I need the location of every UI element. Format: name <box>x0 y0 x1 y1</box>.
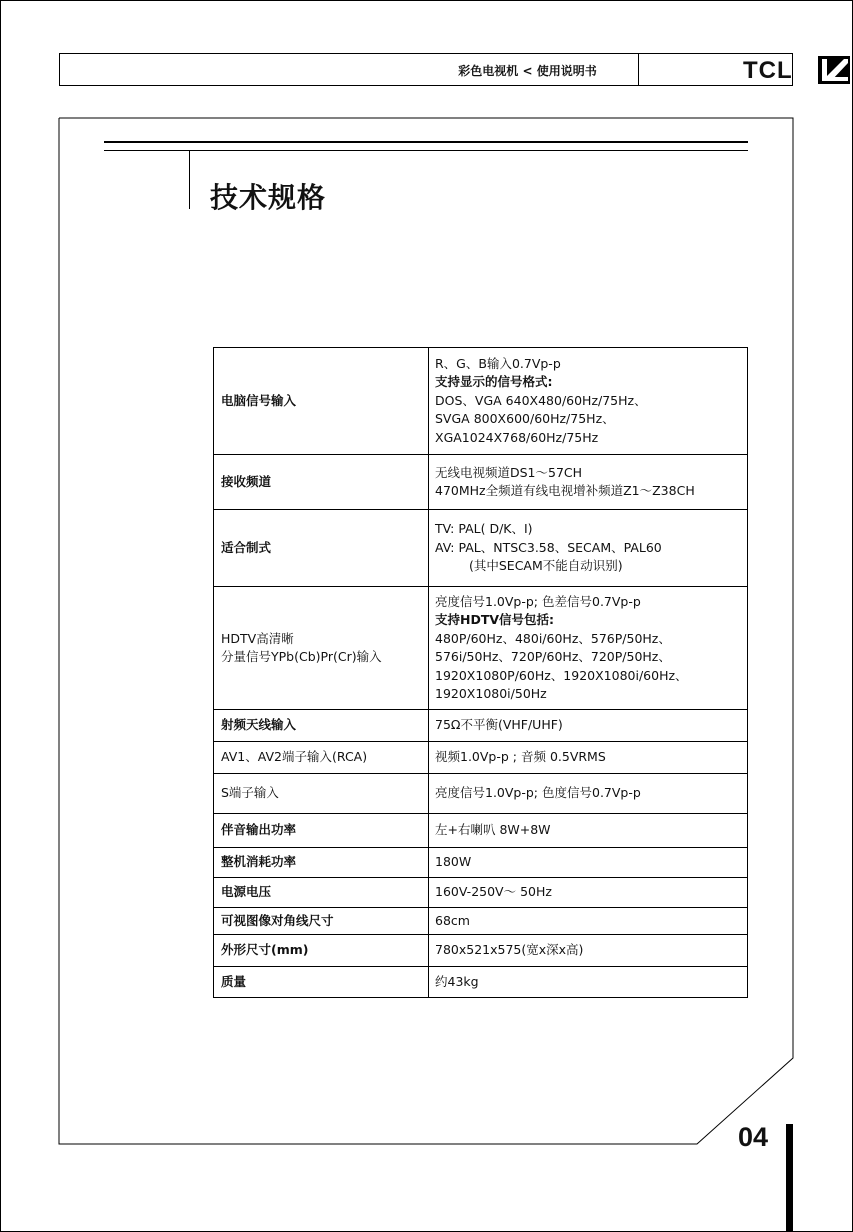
spec-value: 亮度信号1.0Vp-p; 色差信号0.7Vp-p 支持HDTV信号包括: 480P/60Hz、480i/60Hz、576P/50Hz、 576i/50Hz、720P/60Hz、720P/50Hz、 1920X1080P/60Hz、1920X1080i/60Hz、 1920X1080i/50Hz <box>429 587 748 710</box>
page-number: 04 <box>738 1122 769 1152</box>
table-row <box>214 774 748 814</box>
header-title: 彩色电视机 < 使用说明书 <box>458 64 597 78</box>
table-row <box>214 814 748 848</box>
spec-key: 电源电压 <box>214 878 429 908</box>
spec-key: AV1、AV2端子输入(RCA) <box>214 742 429 774</box>
title-accent-bar <box>189 151 190 209</box>
page-title: 技术规格 <box>210 181 327 214</box>
spec-key: 接收频道 <box>214 455 429 510</box>
spec-value: 左+右喇叭 8W+8W <box>429 814 748 848</box>
table-row <box>214 510 748 587</box>
spec-value: 约43kg <box>429 967 748 998</box>
spec-value: 780x521x575(宽x深x高) <box>429 935 748 967</box>
spec-key: 适合制式 <box>214 510 429 587</box>
table-row <box>214 587 748 710</box>
spec-key: 射频天线输入 <box>214 710 429 742</box>
spec-value: 无线电视频道DS1～57CH 470MHz全频道有线电视增补频道Z1～Z38CH <box>429 455 748 510</box>
spec-value: 160V-250V～ 50Hz <box>429 878 748 908</box>
spec-value: TV: PAL( D/K、I) AV: PAL、NTSC3.58、SECAM、PAL60 (其中SECAM不能自动识别) <box>429 510 748 587</box>
spec-value: 68cm <box>429 908 748 935</box>
table-row <box>214 967 748 998</box>
table-row <box>214 348 748 455</box>
spec-key: 整机消耗功率 <box>214 848 429 878</box>
spec-key: HDTV高清晰 分量信号YPb(Cb)Pr(Cr)输入 <box>214 587 429 710</box>
table-row <box>214 878 748 908</box>
spec-value: 亮度信号1.0Vp-p; 色度信号0.7Vp-p <box>429 774 748 814</box>
spec-value: 180W <box>429 848 748 878</box>
spec-key: 质量 <box>214 967 429 998</box>
table-row <box>214 710 748 742</box>
spec-value: 75Ω不平衡(VHF/UHF) <box>429 710 748 742</box>
spec-table <box>213 347 748 998</box>
spec-key: 电脑信号输入 <box>214 348 429 455</box>
brand-logo-text: TCL <box>743 57 793 84</box>
spec-value: 视频1.0Vp-p ; 音频 0.5VRMS <box>429 742 748 774</box>
spec-key: 外形尺寸(mm) <box>214 935 429 967</box>
spec-key: 伴音输出功率 <box>214 814 429 848</box>
spec-value: R、G、B输入0.7Vp-p 支持显示的信号格式: DOS、VGA 640X480/60Hz/75Hz、 SVGA 800X600/60Hz/75Hz、 XGA1024X768/60Hz/75Hz <box>429 348 748 455</box>
spec-key: 可视图像对角线尺寸 <box>214 908 429 935</box>
table-row <box>214 742 748 774</box>
table-row <box>214 935 748 967</box>
title-rule-bottom <box>104 150 748 151</box>
title-rule-top <box>104 141 748 143</box>
table-row <box>214 455 748 510</box>
table-row <box>214 848 748 878</box>
page-number-bar <box>786 1124 793 1232</box>
spec-key: S端子输入 <box>214 774 429 814</box>
table-row <box>214 908 748 935</box>
